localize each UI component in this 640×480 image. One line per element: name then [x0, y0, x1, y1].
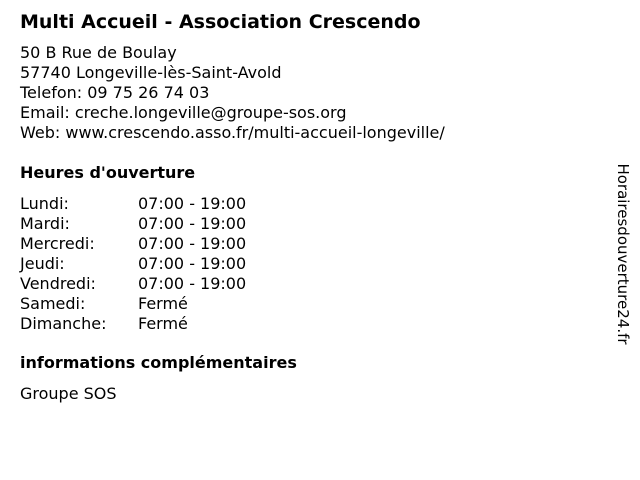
- hours-row-mardi: [20, 214, 246, 234]
- day-label: Dimanche:: [20, 314, 107, 333]
- day-hours: Fermé: [138, 294, 188, 313]
- street-address: 50 B Rue de Boulay: [20, 43, 177, 62]
- address-block: [20, 43, 445, 143]
- day-label: Samedi:: [20, 294, 86, 313]
- day-hours: 07:00 - 19:00: [138, 274, 247, 293]
- day-hours: 07:00 - 19:00: [138, 254, 247, 273]
- day-hours: 07:00 - 19:00: [138, 214, 247, 233]
- additional-info-heading: informations complémentaires: [20, 353, 297, 372]
- opening-hours-heading: Heures d'ouverture: [20, 163, 196, 182]
- hours-row-vendredi: [20, 274, 246, 294]
- phone-number: Telefon: 09 75 26 74 03: [20, 83, 210, 102]
- day-hours: 07:00 - 19:00: [138, 194, 247, 213]
- day-hours: 07:00 - 19:00: [138, 234, 247, 253]
- day-label: Vendredi:: [20, 274, 96, 293]
- day-hours: Fermé: [138, 314, 188, 333]
- hours-row-mercredi: [20, 234, 246, 254]
- day-label: Lundi:: [20, 194, 69, 213]
- day-label: Jeudi:: [20, 254, 65, 273]
- page-title: Multi Accueil - Association Crescendo: [20, 11, 421, 33]
- hours-row-lundi: [20, 194, 246, 214]
- email-address: Email: creche.longeville@groupe-sos.org: [20, 103, 347, 122]
- additional-info-text: Groupe SOS: [20, 384, 117, 403]
- site-watermark: Horairesdouverture24.fr: [614, 163, 632, 345]
- hours-row-jeudi: [20, 254, 246, 274]
- day-label: Mercredi:: [20, 234, 95, 253]
- hours-row-dimanche: [20, 314, 246, 334]
- opening-hours-list: [20, 194, 246, 334]
- website-address: Web: www.crescendo.asso.fr/multi-accueil-longeville/: [20, 123, 445, 142]
- hours-row-samedi: [20, 294, 246, 314]
- city-address: 57740 Longeville-lès-Saint-Avold: [20, 63, 282, 82]
- day-label: Mardi:: [20, 214, 70, 233]
